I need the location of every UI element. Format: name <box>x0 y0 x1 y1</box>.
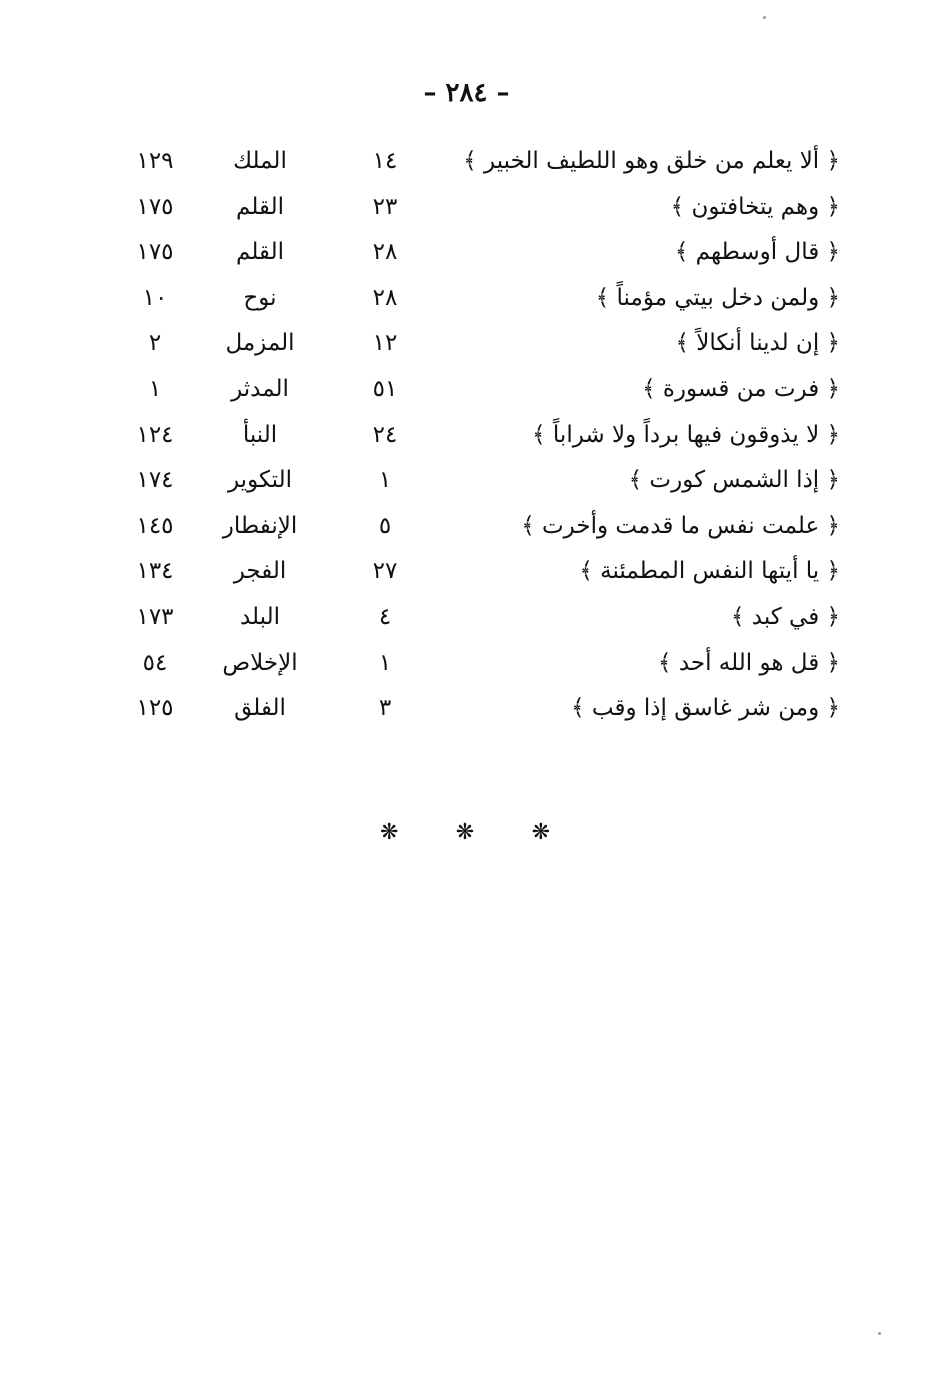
surah-name: الإنفطار <box>222 512 298 539</box>
ayah-number: ١٤ <box>372 148 398 174</box>
ayah-number: ٢٨ <box>372 239 398 266</box>
table-row <box>120 552 840 598</box>
surah-name: النبأ <box>242 421 278 448</box>
surah-name: القلم <box>236 193 284 220</box>
surah-name: القلم <box>236 239 284 266</box>
table-row <box>120 233 840 279</box>
surah-name: التكوير <box>227 467 292 494</box>
scan-speck <box>763 16 766 19</box>
page-ref: ١٧٣ <box>136 603 174 630</box>
page-ref: ١٧٥ <box>136 239 174 266</box>
table-row <box>120 461 840 507</box>
ayah-number: ٢٨ <box>372 284 398 311</box>
page-ref: ٢ <box>148 330 162 357</box>
surah-name: الفجر <box>233 558 287 585</box>
verse-text: ﴿ يا أيتها النفس المطمئنة ﴾ <box>579 558 840 585</box>
table-row <box>120 507 840 553</box>
verse-text: ﴿ ومن شر غاسق إذا وقب ﴾ <box>571 695 840 722</box>
page-ref: ١٢٤ <box>136 421 174 448</box>
verse-text: ﴿ ولمن دخل بيتي مؤمناً ﴾ <box>595 284 840 311</box>
table-row <box>120 598 840 644</box>
verse-index-table <box>120 142 840 735</box>
verse-text: ﴿ وهم يتخافتون ﴾ <box>670 193 840 220</box>
ayah-number: ٥ <box>378 512 392 539</box>
table-row <box>120 644 840 690</box>
verse-text: ﴿ في كبد ﴾ <box>730 603 840 630</box>
verse-text: ﴿ لا يذوقون فيها برداً ولا شراباً ﴾ <box>532 421 840 448</box>
verse-text: ﴿ قل هو الله أحد ﴾ <box>658 649 840 676</box>
table-row <box>120 689 840 735</box>
table-row <box>120 188 840 234</box>
surah-name: البلد <box>239 603 281 630</box>
verse-text: ﴿ إن لدينا أنكالاً ﴾ <box>675 330 840 357</box>
surah-name: الملك <box>233 148 287 174</box>
section-end-ornament <box>380 820 550 845</box>
ayah-number: ١٢ <box>372 330 398 357</box>
page-ref: ١٠ <box>142 284 168 311</box>
page-ref: ٥٤ <box>142 649 168 676</box>
surah-name: الإخلاص <box>222 649 298 676</box>
verse-text: ﴿ ألا يعلم من خلق وهو اللطيف الخبير ﴾ <box>463 148 840 174</box>
surah-name: الفلق <box>234 695 286 722</box>
ayah-number: ٣ <box>378 695 392 722</box>
verse-text: ﴿ إذا الشمس كورت ﴾ <box>628 467 840 494</box>
page-ref: ١٣٤ <box>136 558 174 585</box>
page-ref: ١٢٥ <box>136 695 174 722</box>
ayah-number: ٢٣ <box>372 193 398 220</box>
page-number: – ٢٨٤ – <box>423 78 510 108</box>
surah-name: نوح <box>243 284 277 311</box>
ayah-number: ١ <box>378 467 392 494</box>
table-row <box>120 324 840 370</box>
page-ref: ١٧٤ <box>136 467 174 494</box>
verse-text: ﴿ قال أوسطهم ﴾ <box>674 239 840 266</box>
asterism-mark: ❋ <box>455 820 475 845</box>
ayah-number: ٥١ <box>372 375 398 402</box>
page-ref: ١٧٥ <box>136 193 174 220</box>
ayah-number: ٢٧ <box>372 558 398 585</box>
page-ref: ١٢٩ <box>136 148 174 174</box>
ayah-number: ١ <box>378 649 392 676</box>
scan-speck <box>878 1332 881 1335</box>
verse-text: ﴿ فرت من قسورة ﴾ <box>642 375 840 402</box>
ayah-number: ٢٤ <box>372 421 398 448</box>
page-ref: ١ <box>148 375 162 402</box>
asterism-mark: ❋ <box>531 820 550 845</box>
asterism-mark: ❋ <box>380 820 399 845</box>
page-ref: ١٤٥ <box>136 512 174 539</box>
table-row <box>120 370 840 416</box>
ayah-number: ٤ <box>378 603 392 630</box>
surah-name: المدثر <box>231 375 289 402</box>
table-row <box>120 279 840 325</box>
verse-text: ﴿ علمت نفس ما قدمت وأخرت ﴾ <box>521 512 840 539</box>
surah-name: المزمل <box>225 330 295 357</box>
table-row <box>120 142 840 188</box>
table-row <box>120 416 840 462</box>
